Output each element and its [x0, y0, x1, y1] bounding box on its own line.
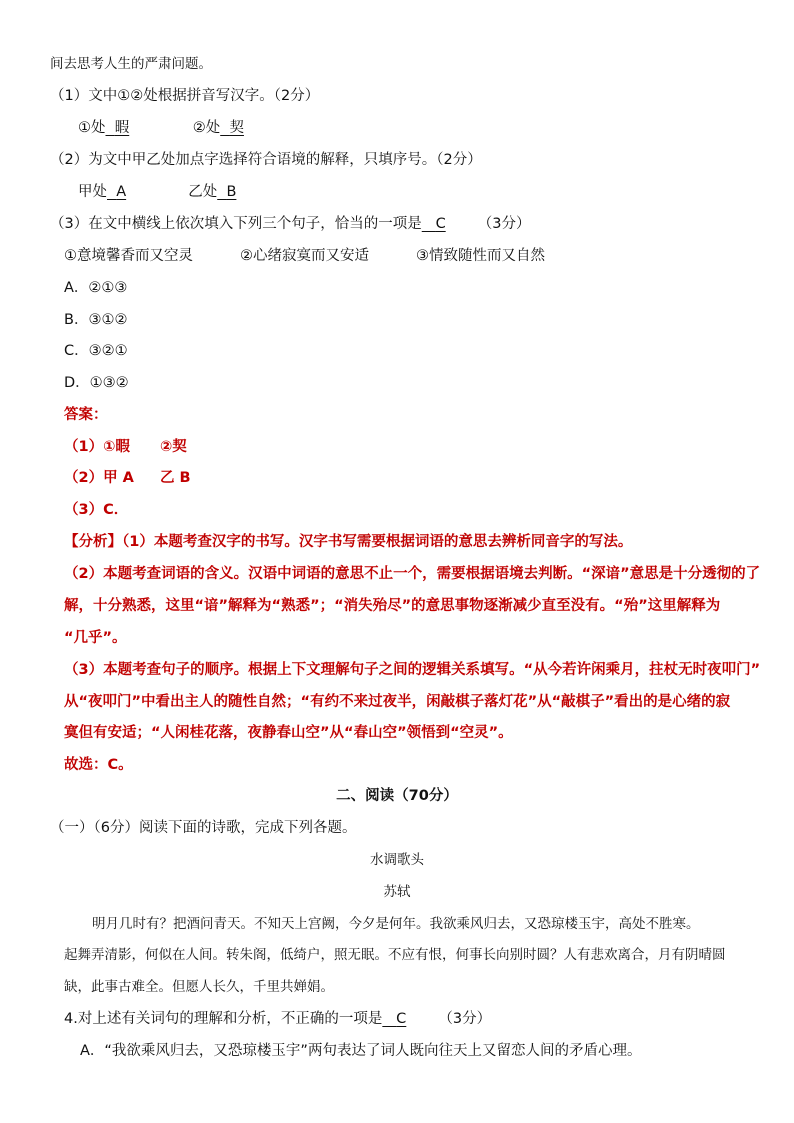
q4-answer: C [396, 1011, 407, 1027]
section-2-title: 二、阅读（70分） [336, 788, 458, 804]
analysis-2-line-2: 解，十分熟悉，这里“谙”解释为“熟悉”；“消失殆尽”的意思事物逐渐减少直至没有。“殆”这里解释为 [64, 598, 721, 614]
q2-answer-1: A [116, 184, 127, 200]
answer-line-2: （2）甲 A 乙 B [64, 470, 191, 486]
analysis-3-line-2: 从“夜叩门”中看出主人的随性自然；“有约不来过夜半，闲敲棋子落灯花”从“敲棋子”看出的是心绪的寂 [64, 694, 731, 710]
analysis-tag: 【分析】 [64, 534, 122, 550]
analysis-2-line-1: （2）本题考查词语的含义。汉语中词语的意思不止一个，需要根据语境去判断。“深谙”意思是十分透彻的了 [64, 566, 761, 582]
analysis-3-line-3: 寞但有安适；“人闲桂花落，夜静春山空”从“春山空”领悟到“空灵”。 [64, 725, 513, 741]
question-4-stem: 4.对上述有关词句的理解和分析，不正确的一项是 C （3分） [64, 1011, 492, 1027]
q3-answer: C [435, 216, 446, 232]
q1-answer-2: 契 [229, 120, 244, 136]
option-a: A．②①③ [64, 280, 128, 296]
question-2-answers [78, 182, 253, 202]
analysis-3-line-1: （3）本题考查句子的顺序。根据上下文理解句子之间的逻辑关系填写。“从今若许闲乘月，拄杖无时夜叩门” [64, 662, 761, 678]
poem-line-2: 起舞弄清影，何似在人间。转朱阁，低绮户，照无眠。不应有恨，何事长向别时圆？人有悲欢离合，月有阴晴圆 [64, 947, 726, 963]
poem-line-1: 明月几时有？把酒问青天。不知天上宫阙，今夕是何年。我欲乘风归去，又恐琼楼玉宇，高处不胜寒。 [92, 916, 700, 932]
part-1-instruction: （一）（6分）阅读下面的诗歌，完成下列各题。 [50, 820, 357, 836]
analysis-1: 【分析】（1）本题考查汉字的书写。汉字书写需要根据词语的意思去辨析同音字的写法。 [64, 534, 633, 550]
sentence-2: ②心绪寂寞而又安适 [240, 248, 369, 264]
conclusion: 故选：C。 [64, 757, 133, 773]
option-b: B．③①② [64, 312, 128, 328]
poem-line-3: 缺，此事古难全。但愿人长久，千里共婵娟。 [64, 979, 334, 995]
q1-label-2: ②处 [192, 120, 221, 136]
answer-line-3: （3）C． [64, 502, 129, 518]
question-2-stem: （2）为文中甲乙处加点字选择符合语境的解释，只填序号。（2分） [50, 152, 482, 168]
poem-title: 水调歌头 [370, 852, 424, 868]
q2-answer-2: B [226, 184, 237, 200]
option-c: C．③②① [64, 343, 128, 359]
question-3-stem: （3）在文中横线上依次填入下列三个句子，恰当的一项是 C （3分） [50, 216, 531, 232]
question-1-stem: （1）文中①②处根据拼音写汉字。（2分） [50, 88, 320, 104]
q1-answer-1: 暇 [114, 120, 130, 136]
sentence-3: ③情致随性而又自然 [416, 248, 545, 264]
analysis-2-line-3: “几乎”。 [64, 630, 127, 646]
sentence-options [64, 246, 545, 266]
q1-label-1: ①处 [78, 120, 106, 136]
poem-author: 苏轼 [383, 884, 411, 900]
q2-label-1: 甲处 [78, 184, 107, 200]
answer-title: 答案： [64, 407, 108, 423]
sentence-1: ①意境馨香而又空灵 [64, 248, 193, 264]
question-4-option-a: A．“我欲乘风归去，又恐琼楼玉宇”两句表达了词人既向往天上又留恋人间的矛盾心理。 [80, 1043, 642, 1059]
question-1-answers [78, 118, 268, 138]
option-d: D．①③② [64, 375, 129, 391]
answer-line-1: （1）①暇 ②契 [64, 439, 187, 455]
intro-line: 间去思考人生的严肃问题。 [50, 56, 212, 72]
q2-label-2: 乙处 [188, 184, 218, 200]
